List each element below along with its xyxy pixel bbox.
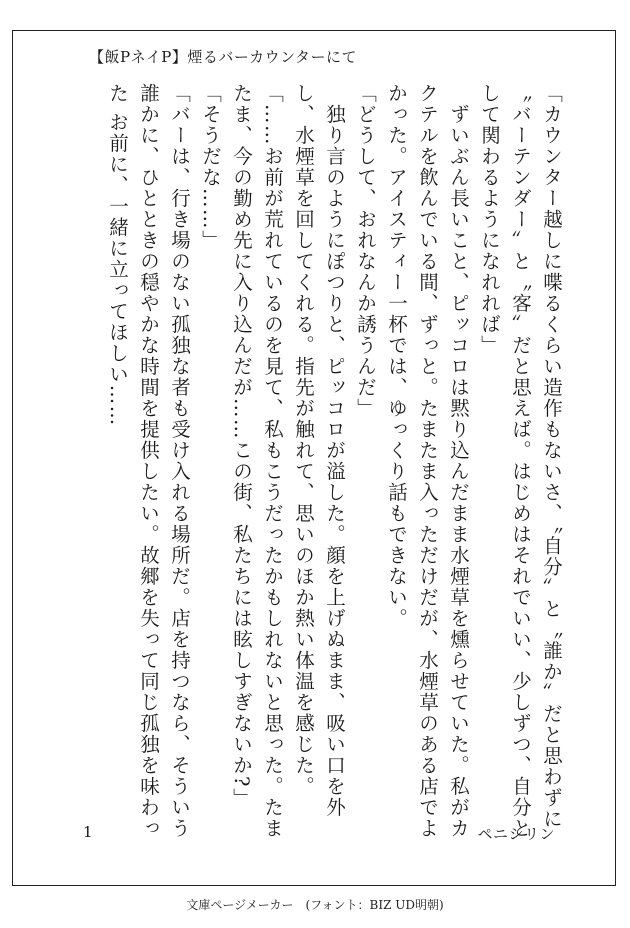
page-title: 【飯PネイP】煙るバーカウンターにて — [89, 48, 357, 66]
paragraph: ずいぶん長いこと、ピッコロは黙り込んだまま水煙草を燻らせていた。私がカクテルを飲んでいる間、ずっと。たまたま入っただけだが、水煙草のある店でよかった。アイスティー一杯では、ゆっくり話もできない。 — [385, 83, 470, 839]
vertical-body-text — [75, 83, 567, 843]
paragraph: 「カウンター越しに喋るくらい造作もないさ、〝自分〟と〝誰か〟だと思わずに〝バーテンダー〟と〝客〟だと思えば。はじめはそれでいい、少しずつ、自分として関わるようになれれば」 — [478, 83, 563, 839]
paragraph: 独り言のようにぽつりと、ピッコロが溢した。顔を上げぬまま、吸い口を外し、水煙草を回してくれる。指先が触れて、思いのほか熱い体温を感じた。 — [292, 83, 346, 818]
paragraph: 「そうだな……」 — [199, 83, 222, 251]
paragraph: 「……お前が荒れているのを見て、私もこうだったかもしれないと思った。たまたま、今の勤め先に入り込んだが……この街、私たちには眩しすぎないか?」 — [230, 83, 284, 839]
footer-credit: 文庫ページメーカー (フォント：BIZ UD明朝) — [186, 898, 444, 912]
author-name: ペニシリン — [477, 825, 555, 843]
book-page — [12, 30, 616, 886]
page-number: 1 — [83, 823, 93, 841]
paragraph: 「バーは、行き場のない孤独な者も受け入れる場所だ。店を持つなら、そういう誰かに、ひとときの穏やかな時間を提供したい。故郷を失って同じ孤独を味わった お前に、一緒に立ってほしい…… — [106, 83, 191, 839]
paragraph: 「どうして、おれなんか誘うんだ」 — [354, 83, 377, 419]
